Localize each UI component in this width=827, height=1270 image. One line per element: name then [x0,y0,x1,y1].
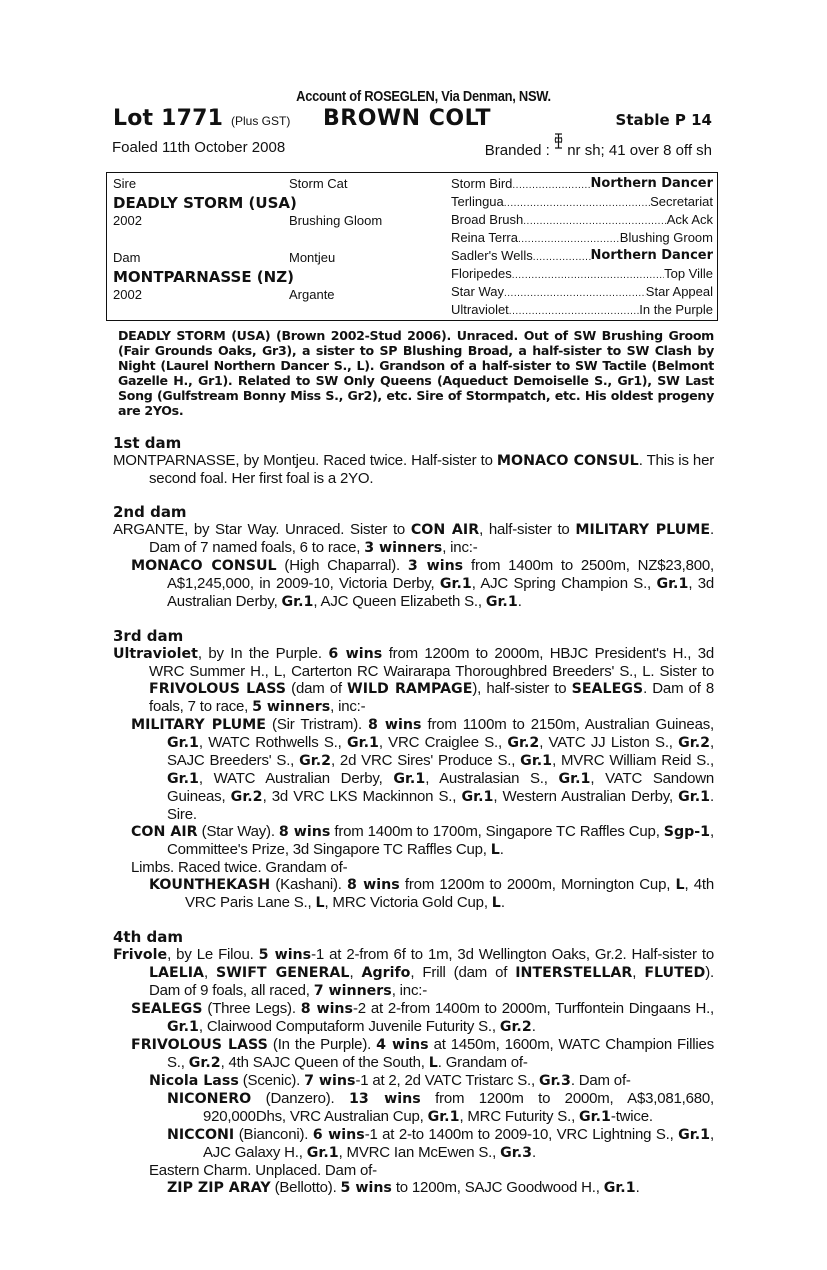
text: , Frill (dam of [410,964,516,981]
pedigree-ancestor-row [451,193,713,211]
text: , by Le Filou. [167,946,259,963]
text: Limbs. Raced twice. Grandam of- [131,859,348,876]
dam-entry [113,1126,714,1162]
pedigree-ancestor-row [451,283,713,301]
bold-text: L [490,842,500,858]
bold-text: LAELIA [149,965,205,981]
pedigree-parent-row [113,268,443,287]
text: . Grandam of- [437,1054,528,1071]
dam-entry [113,876,714,912]
text: from 1400m to 1700m, Singapore TC Raffles Cup, [330,823,664,840]
text: . [500,894,505,911]
pedigree-parent-row [113,194,443,213]
text: from 1200m to 2000m, A$3,081,680, 920,000Dhs, VRC Australian Cup, [203,1090,714,1125]
text: , 4th VRC Paris Lane S., [185,876,714,911]
bold-text: Gr.3 [538,1073,571,1089]
text: ), half-sister to [472,680,572,697]
bold-text: WILD RAMPAGE [347,681,473,697]
pedigree-parent-row [113,231,443,250]
dot-leader [518,229,620,247]
text: (Bellotto). [270,1179,341,1196]
pedigree-parent-row [113,286,443,305]
text: , by In the Purple. [197,645,329,662]
bold-text: Gr.2 [188,1055,221,1071]
bold-text: CON AIR [410,522,480,538]
catalogue-header [113,88,714,160]
text: at 1450m, 1600m, WATC Champion Fillies S., [167,1036,714,1071]
text: -2 at 2-from 1400m to 2000m, Turffontein Dingaans H., [352,1000,715,1017]
text: . Sire. [167,788,715,823]
dam-entry [113,1000,714,1036]
text: (Scenic). [238,1072,305,1089]
text: , Clairwood Computaform Juvenile Futurity S., [198,1018,500,1035]
bold-text: Gr.1 [603,1180,636,1196]
pedigree-table [106,172,718,321]
grandparent-name: Storm Cat [289,176,348,191]
ancestor-sire: Top Ville [664,266,713,281]
bold-text: L [491,895,501,911]
pedigree-ancestor-row [451,229,713,247]
stable-number: Stable P 14 [615,111,712,129]
dam-entry [113,1090,714,1126]
foal-row [113,132,714,160]
bold-text: NICONERO [167,1091,252,1107]
dot-leader [523,211,666,229]
bold-text: Gr.1 [558,771,591,787]
dam-heading: 1st dam [113,434,182,452]
pedigree-ancestor-row [451,265,713,283]
ancestor-sire: Blushing Groom [619,230,713,245]
bold-text: Gr.1 [520,753,553,769]
text: from 1100m to 2150m, Australian Guineas, [421,716,714,733]
dam-entry [113,645,714,716]
dam-entry [113,521,714,557]
bold-text: Gr.3 [500,1145,532,1161]
bold-text: NICCONI [167,1127,235,1143]
dot-leader [504,283,646,301]
text: (In the Purple). [267,1036,377,1053]
dam-entry [113,946,714,1000]
bold-text: 8 wins [347,877,400,893]
bold-text: Nicola Lass [149,1073,239,1089]
bold-text: Gr.2 [499,1019,532,1035]
bold-text: Gr.1 [306,1145,339,1161]
dam-heading: 2nd dam [113,503,187,521]
bold-text: 6 wins [312,1127,365,1143]
bold-text: 8 wins [278,824,331,840]
lot-label: Lot 1771 [113,106,224,131]
ancestor-sire: Star Appeal [645,284,713,299]
text: to 1200m, SAJC Goodwood H., [391,1179,604,1196]
text: (High Chaparral). [276,557,408,574]
pedigree-grandparents [451,175,713,319]
dam-lines [113,435,714,1214]
bold-text: FRIVOLOUS LASS [131,1037,268,1053]
text: , [349,964,362,981]
bold-text: L [315,895,325,911]
pedigree-ancestor-row [451,175,713,193]
bold-text: SEALEGS [131,1001,203,1017]
parent-name: MONTPARNASSE (NZ) [113,267,294,286]
bold-text: Gr.2 [507,735,540,751]
bold-text: Gr.1 [393,771,426,787]
bold-text: Gr.1 [579,1109,611,1125]
sire-summary: DEADLY STORM (USA) (Brown 2002-Stud 2006). Unraced. Out of SW Brushing Groom (Fair Grounds Oaks, Gr3), a sister to SP Blushing Broad, a half-sister to SW Clash by Night (Laurel Northern Dancer S., L). Grandson of a half-sister to SW Tactile (Belmont Gazelle H., Gr1). Related to SW Only Queens (Aqueduct Demoiselle S., Gr1), SW Last Song (Gulfstream Bonny Miss S., Gr2), etc. Sire of Stormpatch, etc. His oldest progeny are 2YOs. [118,328,714,418]
bold-text: FRIVOLOUS LASS [149,681,286,697]
text: . [531,1144,536,1161]
text: , AJC Galaxy H., [203,1126,714,1161]
text: , MVRC Ian McEwen S., [338,1144,501,1161]
text: , MVRC William Reid S., [552,752,714,769]
bold-text: FLUTED [644,965,706,981]
text: , inc:- [391,982,428,999]
bold-text: ZIP ZIP ARAY [167,1180,271,1196]
text: , 4th SAJC Queen of the South, [220,1054,429,1071]
text: ). Dam of 9 foals, all raced, [149,964,714,999]
bold-text: 13 wins [348,1091,421,1107]
branded-label: Branded : [484,142,550,159]
bold-text: Gr.1 [167,735,199,751]
text: , AJC Spring Champion S., [471,575,657,592]
pedigree-parent-row [113,305,443,324]
parent-label: 2002 [113,213,142,228]
bold-text: Frivole [113,947,168,963]
bold-text: CON AIR [131,824,198,840]
text: , MRC Victoria Gold Cup, [324,894,492,911]
bold-text: Agrifo [361,965,411,981]
bold-text: 5 wins [258,947,312,963]
bold-text: 8 wins [368,717,422,733]
bold-text: Gr.1 [439,576,472,592]
parent-name: DEADLY STORM (USA) [113,193,297,212]
bold-text: Gr.1 [485,594,518,610]
text: . [531,1018,536,1035]
text: , WATC Australian Derby, [198,770,394,787]
bold-text: Sgp-1 [663,824,711,840]
text: (dam of [286,680,348,697]
dam-entry [113,1162,714,1179]
text: , VATC Sandown Guineas, [167,770,714,805]
text: from 1400m to 2500m, NZ$23,800, A$1,245,000, in 2009-10, Victoria Derby, [167,557,715,592]
text: -1 at 2-from 6f to 1m, 3d Wellington Oaks, Gr.2. Half-sister to [311,946,715,963]
text: , AJC Queen Elizabeth S., [313,593,486,610]
parent-label: Sire [113,176,137,191]
pedigree-parents [113,175,443,323]
text: Eastern Charm. Unplaced. Dam of- [149,1162,377,1179]
text: -1 at 2, 2d VATC Tristarc S., [355,1072,539,1089]
dam-entry [113,1072,714,1090]
text: , VRC Craiglee S., [378,734,508,751]
great-grandparent-name: Terlingua [451,194,504,209]
bold-text: MILITARY PLUME [131,717,266,733]
bold-text: Gr.2 [678,735,711,751]
bold-text: Gr.2 [299,753,331,769]
grandparent-name: Montjeu [289,250,336,265]
great-grandparent-name: Reina Terra [451,230,518,245]
text: . Dam of- [570,1072,631,1089]
text: ARGANTE, by Star Way. Unraced. Sister to [113,521,411,538]
text: -twice. [610,1108,653,1125]
text: MONTPARNASSE, by Montjeu. Raced twice. Half-sister to [113,452,497,469]
parent-label: 2002 [113,287,142,302]
text: , MRC Futurity S., [459,1108,580,1125]
text: . This is her second foal. Her first foal is a 2YO. [149,452,715,487]
brand-mark-icon [554,133,563,151]
bold-text: Gr.1 [281,594,314,610]
bold-text: Gr.1 [427,1109,460,1125]
bold-text: L [428,1055,438,1071]
bold-text: 5 wins [340,1180,392,1196]
great-grandparent-name: Storm Bird [451,176,513,191]
dam-section [113,628,714,912]
text: . [517,593,522,610]
great-grandparent-name: Ultraviolet [451,302,509,317]
dot-leader [512,265,664,283]
text: . Dam of 7 named foals, 6 to race, [149,521,714,556]
text: . [499,841,504,858]
bold-text: 7 wins [304,1073,356,1089]
bold-text: Gr.1 [678,1127,711,1143]
text: , inc:- [330,698,366,715]
text: , WATC Rothwells S., [198,734,347,751]
bold-text: 5 winners [252,699,331,715]
ancestor-sire: Ack Ack [666,212,713,227]
dam-entry [113,823,714,859]
bold-text: 4 wins [376,1037,429,1053]
ancestor-sire: Secretariat [650,194,713,209]
pedigree-ancestor-row [451,211,713,229]
pedigree-parent-row [113,212,443,231]
text: , Western Australian Derby, [493,788,679,805]
pedigree-parent-row [113,175,443,194]
pedigree-parent-row [113,249,443,268]
text: . [635,1179,640,1196]
bold-text: 6 wins [328,646,383,662]
ancestor-sire: In the Purple [639,302,713,317]
bold-text: Ultraviolet [113,646,198,662]
dam-entry [113,452,714,487]
bold-text: Gr.1 [167,1019,199,1035]
bold-text: MONACO CONSUL [496,453,639,469]
text: (Sir Tristram). [265,716,369,733]
grandparent-name: Argante [289,287,335,302]
bold-text: Gr.1 [656,576,689,592]
dam-section [113,435,714,487]
bold-text: SWIFT GENERAL [216,965,350,981]
lot-row [113,106,714,132]
text: (Danzero). [251,1090,349,1107]
lot-note: (Plus GST) [231,114,291,128]
text: (Bianconi). [234,1126,313,1143]
dam-section [113,929,714,1197]
text: , half-sister to [479,521,576,538]
pedigree-ancestor-row [451,301,713,319]
bold-text: 7 winners [313,983,392,999]
horse-description: BROWN COLT [323,106,491,131]
dam-entry [113,557,714,611]
text: (Kashani). [270,876,348,893]
text: , 3d Australian Derby, [167,575,715,610]
bold-text: MONACO CONSUL [131,558,277,574]
dam-heading: 3rd dam [113,627,184,645]
text: , 2d VRC Sires' Produce S., [331,752,521,769]
branded-info [485,139,712,159]
text: from 1200m to 2000m, Mornington Cup, [399,876,676,893]
bold-text: 3 winners [364,540,443,556]
text: , VATC JJ Liston S., [539,734,679,751]
bold-text: INTERSTELLAR [515,965,633,981]
dot-leader [509,301,639,319]
great-grandparent-name: Star Way [451,284,504,299]
text: , [632,964,645,981]
dot-leader [512,175,590,193]
dam-entry [113,859,714,876]
lot-number [113,106,290,131]
bold-text: 3 wins [407,558,464,574]
text: (Three Legs). [202,1000,301,1017]
vendor-account: Account of ROSEGLEN, Via Denman, NSW. [296,88,551,105]
dam-section [113,504,714,611]
text: (Star Way). [197,823,279,840]
grandparent-name: Brushing Gloom [289,213,383,228]
text: -1 at 2-to 1400m to 2009-10, VRC Lightning S., [364,1126,679,1143]
bold-text: 8 wins [300,1001,353,1017]
parent-label: Dam [113,250,141,265]
text: , Australasian S., [425,770,559,787]
dam-heading: 4th dam [113,928,183,946]
bold-text: Gr.1 [346,735,379,751]
bold-text: SEALEGS [571,681,644,697]
bold-text: KOUNTHEKASH [149,877,271,893]
branded-text: nr sh; 41 over 8 off sh [567,142,712,159]
dot-leader [533,247,591,265]
pedigree-ancestor-row [451,247,713,265]
text: , Committee's Prize, 3d Singapore TC Raffles Cup, [167,823,714,858]
bold-text: Gr.1 [167,771,199,787]
great-grandparent-name: Broad Brush [451,212,524,227]
dot-leader [504,193,650,211]
text: , 3d VRC LKS Mackinnon S., [262,788,462,805]
bold-text: L [675,877,685,893]
great-grandparent-name: Floripedes [451,266,512,281]
bold-text: Gr.1 [461,789,494,805]
text: , inc:- [442,539,478,556]
text: . Dam of 8 foals, 7 to race, [149,680,714,715]
bold-text: Gr.1 [678,789,711,805]
text: , [204,964,217,981]
bold-text: Gr.2 [230,789,263,805]
dam-entry [113,1179,714,1197]
foaled-date: Foaled 11th October 2008 [112,139,286,156]
dam-entry [113,716,714,823]
ancestor-sire: Northern Dancer [590,176,713,191]
dam-entry [113,1036,714,1072]
great-grandparent-name: Sadler's Wells [451,248,533,263]
text: from 1200m to 2000m, HBJC President's H., 3d WRC Summer H., L, Carterton RC Wairarapa Thoroughbred Breeders' S., L. Sister to [149,645,714,680]
text: , SAJC Breeders' S., [167,734,714,769]
ancestor-sire: Northern Dancer [590,248,713,263]
bold-text: MILITARY PLUME [575,522,711,538]
